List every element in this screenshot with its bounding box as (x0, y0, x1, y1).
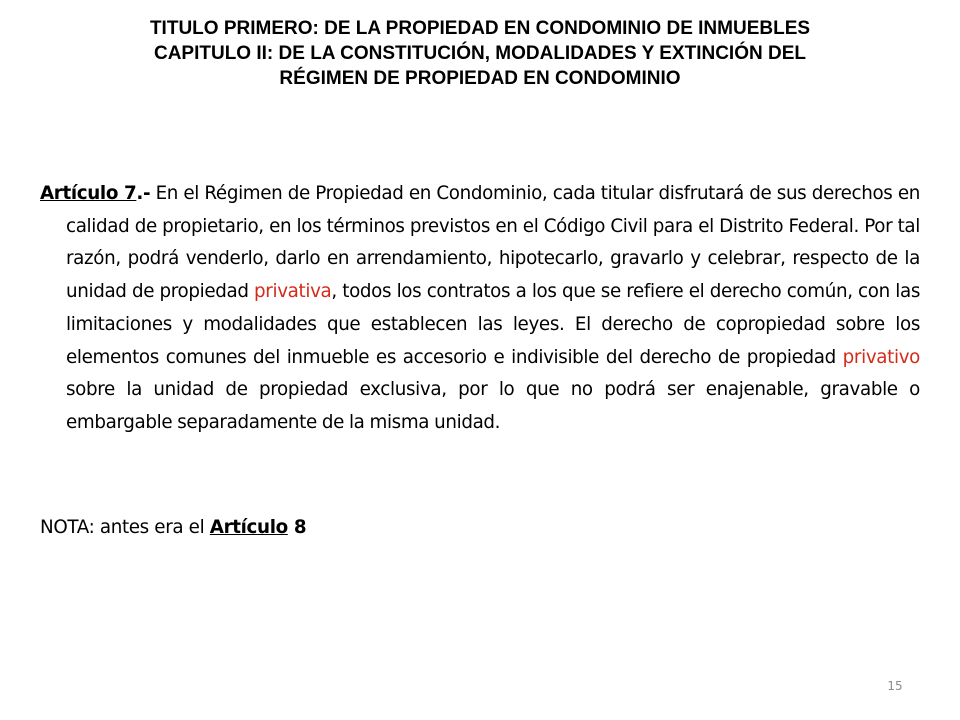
article-paragraph (40, 178, 920, 440)
article-reference-suffix: .- (136, 183, 151, 204)
article-text-part-3: sobre la unidad de propiedad exclusiva, por lo que no podrá ser enajenable, gravable o embargable separadamente de la misma unidad. (66, 379, 920, 433)
article-text-part-1: En el Régimen de Propiedad en Condominio, cada titular disfrutará de sus derechos en calidad de propietario, en los términos previstos en el Código Civil para el Distrito Federal. Por tal razón, podrá venderlo, darlo en arrendamiento, hipotecarlo, gravarlo y celebrar, respecto de la unidad de propiedad (66, 183, 920, 303)
header-title-line-3: RÉGIMEN DE PROPIEDAD EN CONDOMINIO (279, 68, 681, 89)
page-number: 15 (887, 679, 903, 693)
note-article-reference (210, 517, 306, 538)
note-prefix: NOTA: antes era el (40, 517, 210, 538)
article-reference (40, 183, 150, 204)
note-line (40, 512, 306, 545)
header-title-line-1: TITULO PRIMERO: DE LA PROPIEDAD EN CONDOMINIO DE INMUEBLES (149, 18, 811, 39)
slide-header (40, 16, 920, 91)
note-article-number: 8 (287, 517, 307, 538)
highlighted-term-privativa: privativa (254, 281, 332, 303)
highlighted-term-privativo: privativo (842, 346, 920, 368)
note-article-label: Artículo (209, 517, 288, 538)
article-reference-label: Artículo 7 (40, 183, 137, 204)
article-text-part-2: , todos los contratos a los que se refiere el derecho común, con las limitaciones y modalidades que establecen las leyes. El derecho de copropiedad sobre los elementos comunes del inmueble es accesorio e indivisible del derecho de propiedad (66, 281, 920, 368)
header-title-line-2: CAPITULO II: DE LA CONSTITUCIÓN, MODALIDADES Y EXTINCIÓN DEL (153, 43, 806, 64)
